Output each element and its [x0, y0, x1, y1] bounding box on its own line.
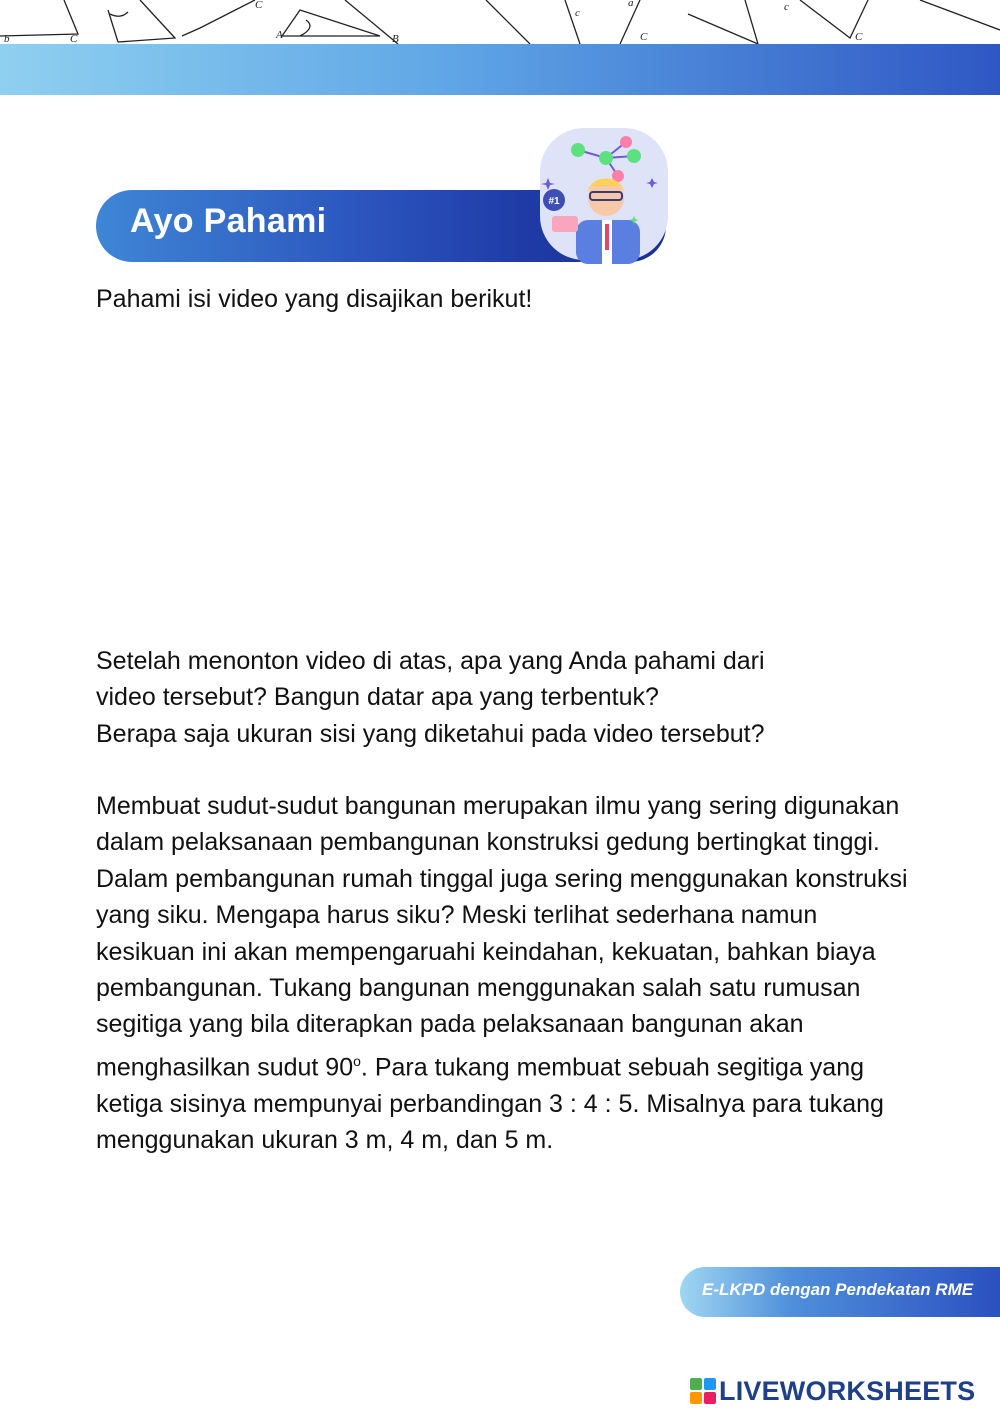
- triangle-sketch-strip: [0, 0, 1000, 44]
- svg-text:C: C: [855, 31, 863, 43]
- section-title: Ayo Pahami: [130, 202, 327, 240]
- liveworksheets-logo-icon: [690, 1378, 716, 1404]
- question-line: Setelah menonton video di atas, apa yang Anda pahami dari: [96, 647, 765, 675]
- question-paragraph: [96, 643, 916, 752]
- explanation-text-continued: . Para tukang membuat sebuah segitiga yang ketiga sisinya mempunyai perbandingan 3 : 4 : 5. Misalnya para tukang menggunakan ukuran 3 m, 4 m, dan 5 m.: [96, 1053, 884, 1154]
- question-line: video tersebut? Bangun datar apa yang terbentuk?: [96, 683, 659, 712]
- explanation-paragraph: [96, 788, 916, 1158]
- instruction-text: Pahami isi video yang disajikan berikut!: [96, 285, 533, 313]
- explanation-text: Membuat sudut-sudut bangunan merupakan ilmu yang sering digunakan dalam pelaksanaan pembangunan konstruksi gedung bertingkat tinggi. Dalam pembangunan rumah tinggal juga sering menggunakan konstruksi yang siku. Mengapa harus siku? Meski terlihat sederhana namun kesikuan ini akan mempengaruahi keindahan, kekuatan, bahkan biaya pembangunan. Tukang bangunan menggunakan salah satu rumusan segitiga yang bila diterapkan pada pelaksanaan bangunan akan menghasilkan sudut 90: [96, 792, 908, 1082]
- badge-text: #1: [548, 196, 560, 207]
- svg-text:C: C: [255, 0, 263, 11]
- footer-tag-text: E-LKPD dengan Pendekatan RME: [702, 1280, 974, 1299]
- liveworksheets-logo[interactable]: [690, 1376, 975, 1406]
- question-line: Berapa saja ukuran sisi yang diketahui pada video tersebut?: [96, 719, 765, 748]
- svg-text:B: B: [392, 33, 399, 44]
- svg-text:b: b: [4, 33, 10, 44]
- svg-text:C: C: [70, 33, 78, 44]
- liveworksheets-brand: LIVEWORKSHEETS: [719, 1375, 976, 1406]
- svg-text:C: C: [640, 31, 648, 43]
- degree-superscript: o: [353, 1052, 361, 1069]
- header-gradient-band: [0, 44, 1000, 95]
- scientist-molecule-icon: [530, 128, 670, 268]
- svg-text:c: c: [784, 1, 789, 13]
- svg-text:c: c: [575, 7, 580, 19]
- footer-tag: [680, 1267, 1000, 1317]
- svg-text:a: a: [628, 0, 634, 9]
- svg-text:A: A: [276, 29, 283, 41]
